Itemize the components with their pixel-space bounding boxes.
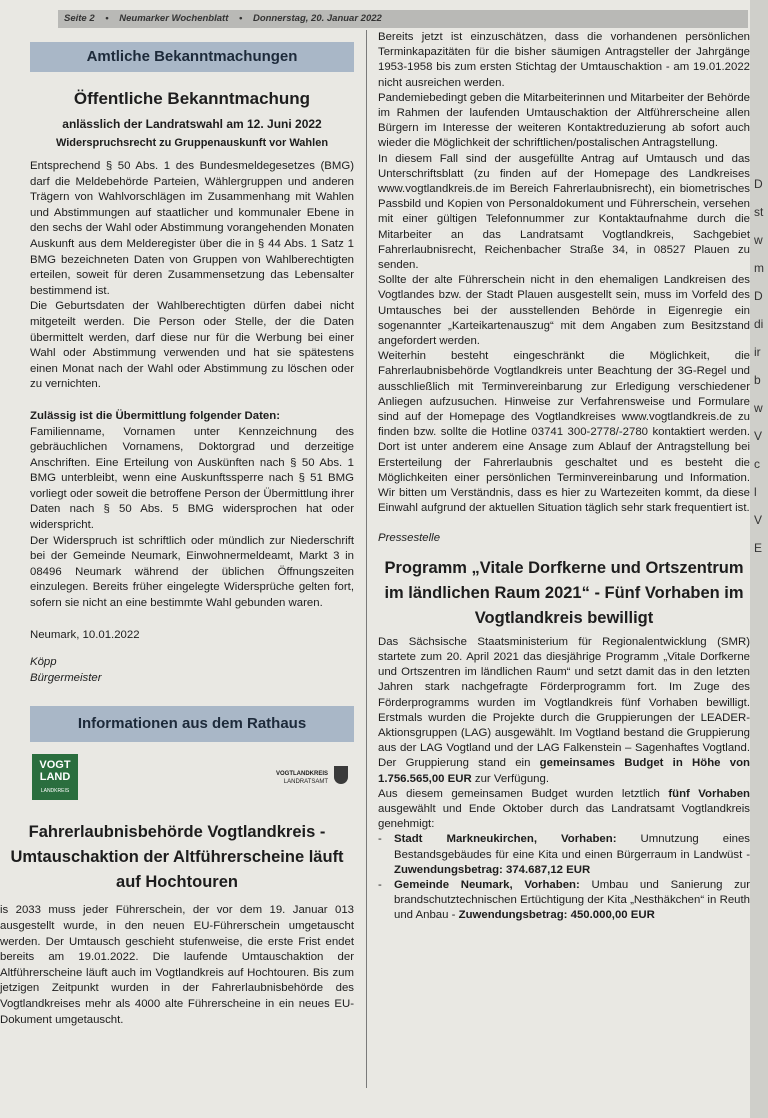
issue-date: Donnerstag, 20. Januar 2022	[252, 13, 382, 24]
notice-paragraph: Der Widerspruch ist schriftlich oder mündlich zur Niederschrift bei der Gemeinde Neumark, Einwohnermeldeamt, Markt 3 in 08496 Neumark während der üblichen Öffnungszeiten einzulegen. Bereits früher eingelegte Widersprüche gelten fort, sofern sie nicht an eine bestimmte Wahl gebunden waren.	[30, 534, 354, 610]
program-paragraph	[378, 635, 750, 787]
landratsamt-label	[276, 770, 328, 786]
edge-letter: D	[754, 289, 763, 303]
edge-letter: m	[754, 261, 764, 275]
notice-subtitle: anlässlich der Landratswahl am 12. Juni 2022	[62, 117, 322, 131]
logo-text: VOGT	[39, 759, 71, 772]
edge-letter: E	[754, 541, 763, 555]
program-text: Das Sächsische Staatsministerium für Regionalentwicklung (SMR) startete zum 20. April 2021 das diesjährige Programm „Vitale Dorfkerne und Ortszentren im ländlichen Raum“ und setzt damit das in den letzten Jahren stark nachgefragte Förderprogramm fort. Im Zuge des Förderprogramms wurden im Vogtlandkreis fünf Vorhaben bewilligt. Erstmals wurden die Projekte durch die Gruppierungen der LEADER-Aktionsgruppen (LAG) ausgewählt. Im Vogtland bestand die Gruppierung aus der LAG Vogtland und der LAG Falkenstein – Sagenhaftes Vogtland. Der Gruppierung stand ein	[378, 635, 750, 770]
logo-subtext: LANDKREIS	[40, 788, 70, 795]
vogtland-logo	[32, 754, 78, 800]
header-separator: •	[239, 13, 243, 24]
program-text: zur Verfügung.	[474, 772, 549, 785]
signer-title: Bürgermeister	[30, 671, 102, 684]
edge-letter: di	[754, 317, 764, 331]
next-page-edge	[750, 0, 768, 1118]
place-date: Neumark, 10.01.2022	[30, 628, 140, 641]
article-paragraph: Pandemiebedingt geben die Mitarbeiterinnen und Mitarbeiter der Behörde im Rahmen der laufenden Umtauschaktion der Altführerscheine allen Bürgern im Interesse der weiteren Kontaktreduzierung ab sofort auch wieder die Möglichkeit der schriftlichen/postalischen Antragstellung.	[378, 91, 750, 150]
edge-letter: b	[754, 373, 761, 387]
program-text: Aus diesem gemeinsamen Budget wurden letztlich	[378, 787, 660, 800]
right-column	[378, 30, 750, 924]
notice-paragraph: Familienname, Vornamen unter Kennzeichnung des gebräuchlichen Vornamens, Doktorgrad und derzeitige Anschriften. Eine Erteilung von Auskünften nach § 50 Abs. 1 BMG unterbleibt, wenn eine Auskunftssperre nach § 51 BMG vorliegt oder soweit die betroffene Person der Übermittlung ihrer Daten nach § 50 Abs. 5 BMG widersprochen hat oder widerspricht.	[30, 425, 354, 532]
landratsamt-line: LANDRATSAMT	[283, 779, 328, 786]
project-desc: Umbau und Sanierung zur brandschutztechnischen Ertüchtigung der Kita „Nesthäkchen“ in Reuth und Anbau -	[394, 878, 750, 922]
left-column	[0, 30, 362, 1028]
notice-paragraph: Entsprechend § 50 Abs. 1 des Bundesmeldegesetzes (BMG) darf die Meldebehörde Parteien, Wählergruppen und anderen Trägern von Wahlvorschlägen im Zusammenhang mit Wahlen und Abstimmungen auf staatlicher und kommunaler Ebene in den sechs der Wahl oder Abstimmung vorangehenden Monaten Auskunft aus dem Melderegister über die in § 44 Abs. 1 Satz 1 BMG bezeichneten Daten von Gruppen von Wahlberechtigten erteilen, soweit für deren Zusammensetzung das Lebensalter bestimmend ist.	[30, 160, 354, 297]
edge-letter: ir	[754, 345, 761, 359]
column-divider	[366, 30, 367, 1088]
article-paragraph: In diesem Fall sind der ausgefüllte Antrag auf Umtausch und das Unterschriftsblatt (zu finden auf der Homepage des Landkreises www.vogtlandkreis.de im Bereich Fahrerlaubnisrecht), ein biometrisches Passbild und Kopien von Personaldokument und Führerschein, versehen mit einer gültigen Telefonnummer zur Kontaktaufnahme durch die Mitarbeiter an das Landratsamt Vogtlandkreis, Sachgebiet Fahrerlaubnisrecht, Reichenbacher Straße 34, in 08527 Plauen zu senden.	[378, 152, 750, 272]
data-heading: Zulässig ist die Übermittlung folgender Daten:	[30, 409, 280, 422]
edge-letter: V	[754, 429, 763, 443]
list-item: - Stadt Markneukirchen, Vorhaben: Umnutzung eines Bestandsgebäudes für eine Kita und einen Bürgerraum in Landwüst - Zuwendungsbetrag: 374.687,12 EUR	[378, 833, 750, 876]
notice-paragraph: Die Geburtsdaten der Wahlberechtigten dürfen dabei nicht mitgeteilt werden. Die Person oder Stelle, der die Daten übermittelt werden, darf diese nur für die Werbung bei einer Wahl oder Abstimmung verwenden und hat sie spätestens einen Monat nach der Wahl oder Abstimmung zu löschen oder zu vernichten.	[30, 300, 354, 391]
edge-letter: V	[754, 513, 763, 527]
notice-title: Öffentliche Bekanntmachung	[73, 89, 311, 108]
program-title: Programm „Vitale Dorfkerne und Ortszentrum im ländlichen Raum 2021“ - Fünf Vorhaben im Vogtlandkreis bewilligt	[384, 558, 744, 627]
article-paragraph: Bereits jetzt ist einzuschätzen, dass die vorhandenen persönlichen Terminkapazitäten für die bisher säumigen Antragsteller der Jahrgänge 1953-1958 bis zum ersten Stichtag der Umtauschaktion - am 19.01.2022 nicht ausreichen werden.	[378, 31, 750, 89]
project-amount: Zuwendungsbetrag: 450.000,00 EUR	[458, 909, 655, 922]
notice-subheading: Widerspruchsrecht zu Gruppenauskunft vor Wahlen	[55, 137, 329, 149]
page-number: Seite 2	[64, 13, 95, 24]
landratsamt-line: VOGTLANDKREIS	[275, 771, 328, 778]
article-signature: Pressestelle	[378, 531, 441, 544]
article-title: Fahrerlaubnisbehörde Vogtlandkreis - Umtauschaktion der Altführerscheine läuft auf Hochtouren	[10, 823, 344, 892]
edge-letter: w	[754, 233, 763, 247]
list-item: - Gemeinde Neumark, Vorhaben: Umbau und Sanierung zur brandschutztechnischen Ertüchtigung der Kita „Nesthäkchen“ in Reuth und Anbau - Zuwendungsbetrag: 450.000,00 EUR	[378, 878, 750, 922]
article-text: is 2033 muss jeder Führerschein, der vor dem 19. Januar 013 ausgestellt wurde, in den neuen EU-Führerschein umgetauscht werden. Der Umtausch geschieht stufenweise, die erste Frist endet bereits am 19.01.2022. Die laufende Umtauschaktion der Altführerscheine läuft auch im Vogtlandkreis auf Hochtouren. Bis zum jetzigen Zeitpunkt wurden in der Fahrerlaubnisbehörde des Vogtlandkreises mehr als 4000 alte Führerscheine in ein neues EU-Dokument umgetauscht.	[0, 904, 354, 1026]
program-paragraph	[378, 787, 750, 833]
project-desc: Umnutzung eines Bestandsgebäudes für eine Kita und einen Bürgerraum in Landwüst -	[394, 833, 750, 861]
header-separator: •	[105, 13, 109, 24]
page-header	[58, 10, 748, 28]
logo-text: LAND	[39, 771, 71, 784]
project-name: Stadt Markneukirchen, Vorhaben:	[394, 833, 617, 846]
article-paragraph: Sollte der alte Führerschein nicht in den ehemaligen Landkreisen des Vogtlandes bzw. der Stadt Plauen ausgestellt sein, muss im Vorfeld des Umtausches bei der ausstellenden Behörde in Eigenregie ein sogenannter „Karteikartenauszug“ mit dem Angaben zum Besitzstand angefordert werden.	[378, 274, 750, 348]
edge-letter: st	[754, 205, 764, 219]
edge-letter: D	[754, 177, 763, 191]
edge-letter: w	[754, 401, 763, 415]
program-count: fünf Vorhaben	[668, 787, 750, 800]
signer-name: Köpp	[30, 656, 57, 669]
program-text: ausgewählt und Ende Oktober durch das Landratsamt Vogtlandkreis genehmigt:	[378, 802, 750, 831]
newspaper-name: Neumarker Wochenblatt	[119, 13, 229, 24]
edge-letter: l	[754, 485, 757, 499]
section-banner-rathaus: Informationen aus dem Rathaus	[30, 706, 354, 742]
section-banner-official: Amtliche Bekanntmachungen	[30, 42, 354, 72]
article-paragraph: Weiterhin besteht eingeschränkt die Möglichkeit, die Fahrerlaubnisbehörde Vogtlandkreis unter Beachtung der 3G-Regel und ausschließlich mit Terminvereinbarung zur Erledigung verschiedener Anliegen aufzusuchen. Hinweise zur Verfahrensweise und Formulare sind auf der Homepage des Vogtlandkreises www.vogtlandkreis.de zu finden bzw. sollte die Hotline 03741 300-2778/-2780 kontaktiert werden. Dort ist unter anderem eine Ansage zum Ablauf der Antragstellung bei Ersterteilung der Fahrerlaubnis geschaltet und es besteht die Möglichkeiten einer persönlichen Terminvereinbarung und Information. Wir bitten um Verständnis, dass es hier zu Wartezeiten kommt, da diese Einwahl aufgrund der aktuellen Situation täglich sehr stark frequentiert ist.	[378, 350, 750, 515]
crest-icon	[334, 766, 348, 784]
logo-row	[30, 748, 354, 808]
edge-letter: c	[754, 457, 760, 471]
program-budget: gemeinsames Budget in Höhe von 1.756.565,00 EUR	[378, 757, 750, 785]
project-name: Gemeinde Neumark, Vorhaben:	[394, 878, 580, 891]
project-amount: Zuwendungsbetrag: 374.687,12 EUR	[394, 863, 591, 876]
